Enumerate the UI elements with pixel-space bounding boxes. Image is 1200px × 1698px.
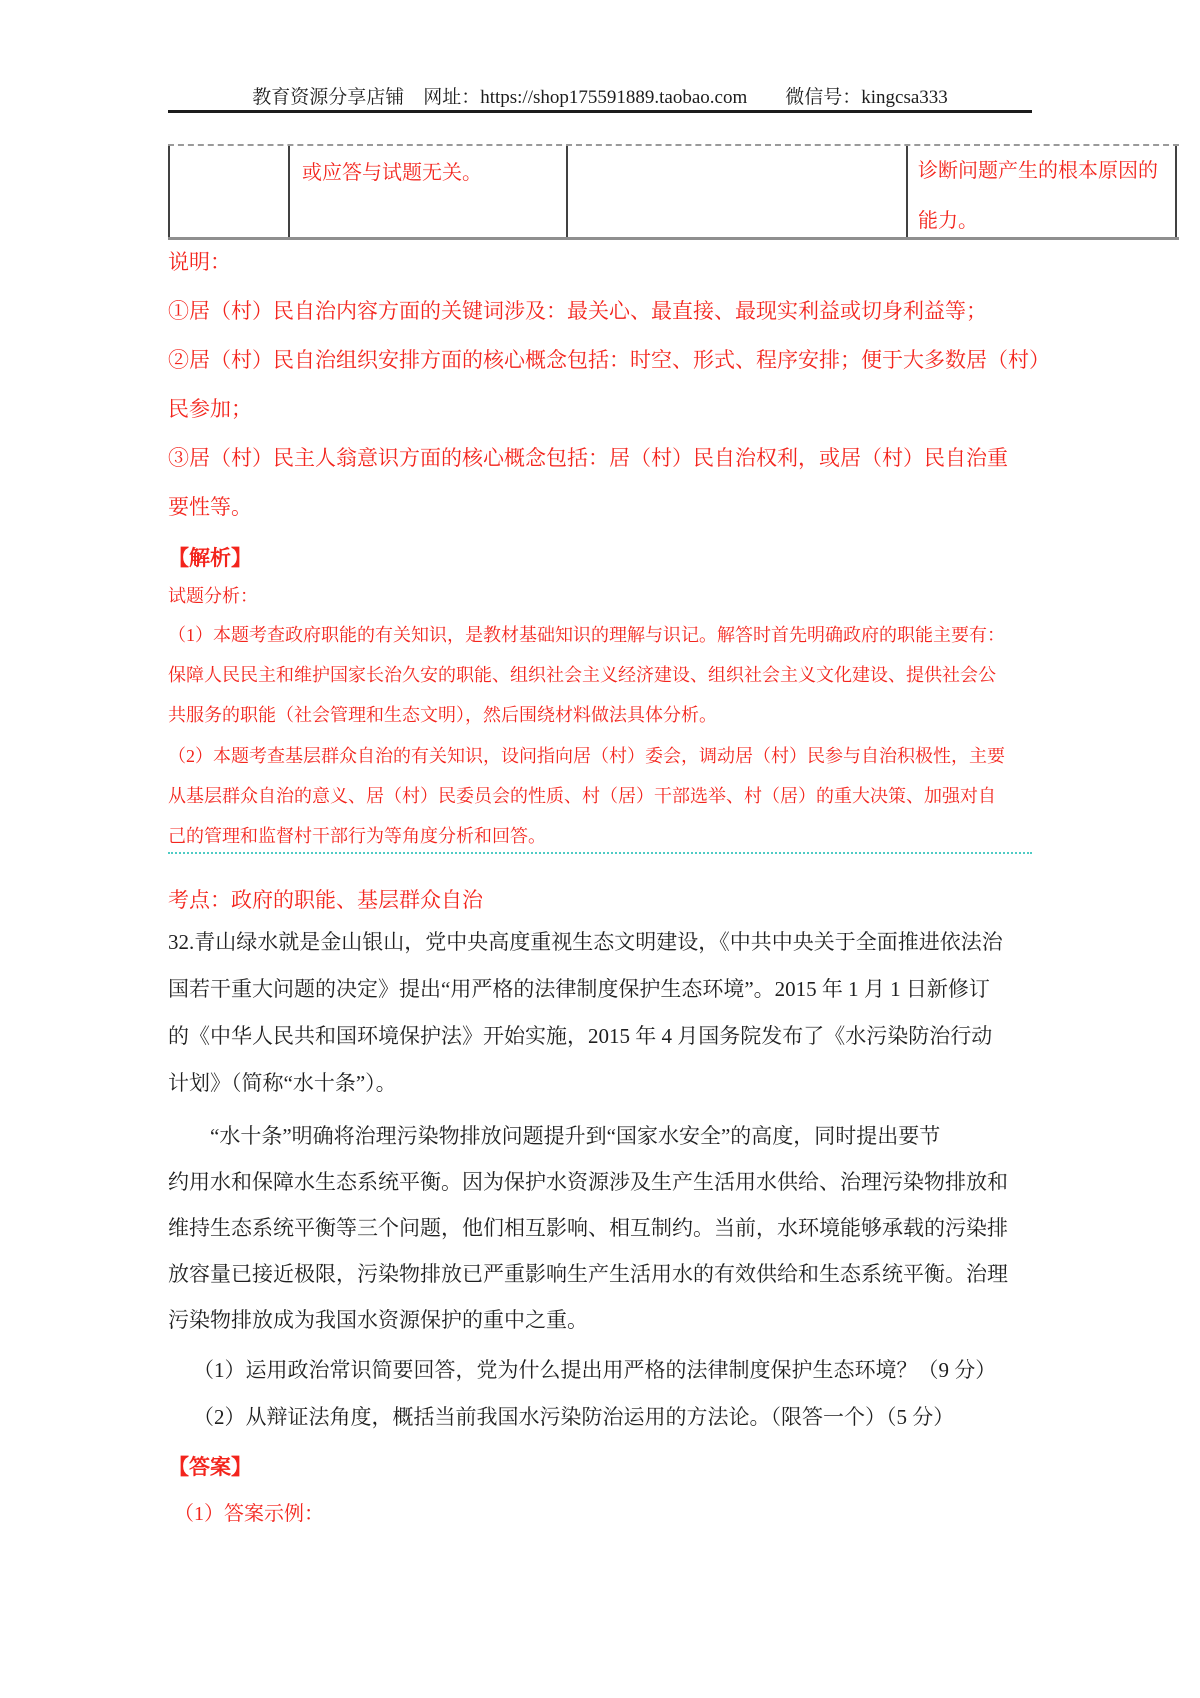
question-line: 约用水和保障水生态系统平衡。因为保护水资源涉及生产生活用水供给、治理污染物排放和	[168, 1170, 1008, 1194]
answer-example-heading: （1）答案示例：	[174, 1503, 324, 1525]
analysis-paragraph-2	[168, 742, 1005, 862]
analysis-line: 保障人民民主和维护国家长治久安的职能、组织社会主义经济建设、组织社会主义文化建设、提供社会公	[168, 665, 996, 685]
question-line: 32.青山绿水就是金山银山，党中央高度重视生态文明建设，《中共中央关于全面推进依法治	[168, 930, 1003, 954]
remark-block	[168, 246, 1050, 540]
analysis-line: 共服务的职能（社会管理和生态文明），然后围绕材料做法具体分析。	[168, 705, 717, 725]
remark-line: ①居（村）民自治内容方面的关键词涉及：最关心、最直接、最现实利益或切身利益等；	[168, 299, 987, 323]
analysis-line: （1）本题考查政府职能的有关知识，是教材基础知识的理解与识记。解答时首先明确政府的职能主要有：	[168, 625, 1005, 645]
question-32-subquestions	[168, 1354, 996, 1448]
question-32-paragraph-2	[168, 1120, 1008, 1350]
teal-section-divider	[168, 852, 1032, 854]
table-cell-ability	[906, 146, 1177, 237]
remark-line: 民参加；	[168, 397, 252, 421]
analysis-section-label: 【解析】	[168, 546, 252, 570]
question-line: 污染物排放成为我国水资源保护的重中之重。	[168, 1308, 588, 1332]
remark-line: 要性等。	[168, 495, 252, 519]
table-cell-empty-1	[168, 146, 288, 237]
analysis-line: （2）本题考查基层群众自治的有关知识，设问指向居（村）委会，调动居（村）民参与自治积极性，主要	[168, 746, 1005, 766]
question-32-paragraph-1	[168, 926, 1003, 1114]
answer-section-label: 【答案】	[168, 1455, 252, 1479]
analysis-paragraph-1	[168, 621, 1005, 741]
table-cell-ability-line: 能力。	[918, 210, 978, 232]
question-line: 的《中华人民共和国环境保护法》开始实施，2015 年 4 月国务院发布了《水污染防治行动	[168, 1024, 993, 1048]
remark-line: 说明：	[168, 250, 231, 274]
remark-line: ②居（村）民自治组织安排方面的核心概念包括：时空、形式、程序安排；便于大多数居（村）	[168, 348, 1050, 372]
exam-point-line: 考点：政府的职能、基层群众自治	[168, 888, 483, 912]
question-line: 国若干重大问题的决定》提出“用严格的法律制度保护生态环境”。2015 年 1 月 1 日新修订	[168, 977, 990, 1001]
subquestion-line: （1）运用政治常识简要回答，党为什么提出用严格的法律制度保护生态环境？（9 分）	[193, 1358, 997, 1382]
table-cell-empty-2	[566, 146, 906, 237]
question-line: “水十条”明确将治理污染物排放问题提升到“国家水安全”的高度，同时提出要节	[210, 1124, 941, 1148]
page-header-text: 教育资源分享店铺 网址：https://shop175591889.taobao.com 微信号：kingcsa333	[252, 87, 948, 108]
analysis-line: 己的管理和监督村干部行为等角度分析和回答。	[168, 826, 546, 846]
table-cell-ability-line: 诊断问题产生的根本原因的	[918, 160, 1158, 182]
remark-line: ③居（村）民主人翁意识方面的核心概念包括：居（村）民自治权利，或居（村）民自治重	[168, 446, 1008, 470]
header-divider-rule	[168, 110, 1032, 113]
table-cell-keyword-text: 或应答与试题无关。	[302, 162, 482, 184]
table-cell-keyword	[288, 146, 566, 237]
subquestion-line: （2）从辩证法角度，概括当前我国水污染防治运用的方法论。（限答一个）（5 分）	[193, 1405, 955, 1429]
question-line: 放容量已接近极限，污染物排放已严重影响生产生活用水的有效供给和生态系统平衡。治理	[168, 1262, 1008, 1286]
question-line: 计划》（简称“水十条”）。	[168, 1071, 397, 1095]
scoring-rubric-table	[168, 144, 1179, 240]
question-line: 维持生态系统平衡等三个问题，他们相互影响、相互制约。当前，水环境能够承载的污染排	[168, 1216, 1008, 1240]
analysis-intro-label: 试题分析：	[168, 586, 258, 606]
analysis-line: 从基层群众自治的意义、居（村）民委员会的性质、村（居）干部选举、村（居）的重大决策、加强对自	[168, 786, 996, 806]
